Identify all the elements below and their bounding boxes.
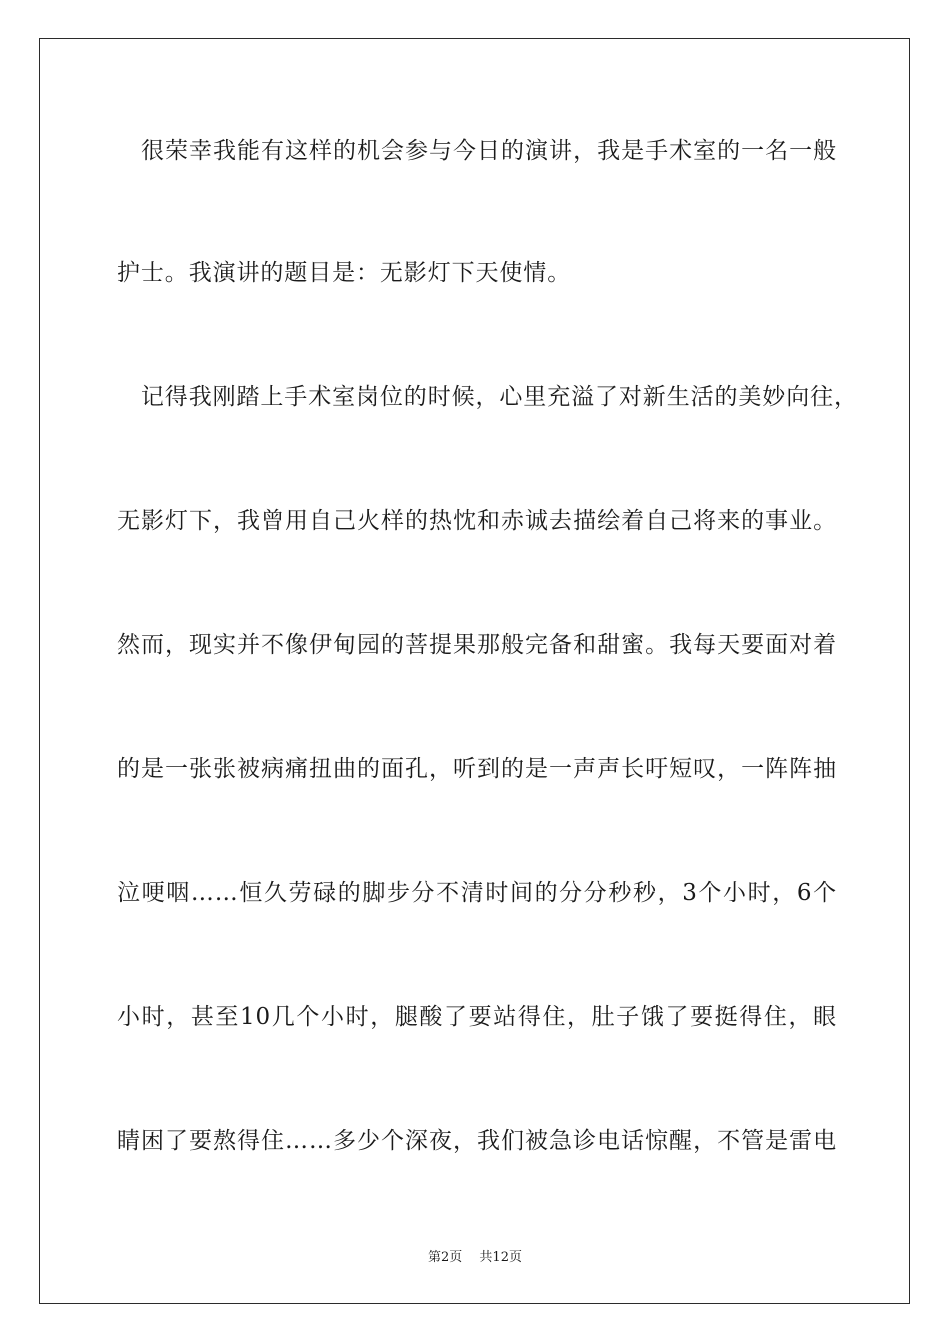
text-line-5: 然而，现实并不像伊甸园的菩提果那般完备和甜蜜。我每天要面对着 bbox=[117, 632, 837, 658]
text-line-2: 护士。我演讲的题目是：无影灯下天使情。 bbox=[117, 260, 572, 286]
text-line-1: 很荣幸我能有这样的机会参与今日的演讲，我是手术室的一名一般 bbox=[117, 138, 837, 164]
text-line-6: 的是一张张被病痛扭曲的面孔，听到的是一声声长吁短叹，一阵阵抽 bbox=[117, 756, 837, 782]
page-number-footer: 第2页 共12页 bbox=[428, 1250, 522, 1265]
text-line-3: 记得我刚踏上手术室岗位的时候，心里充溢了对新生活的美妙向往， bbox=[117, 384, 858, 410]
text-line-9: 睛困了要熬得住……多少个深夜，我们被急诊电话惊醒，不管是雷电 bbox=[117, 1128, 837, 1154]
text-line-7: 泣哽咽……恒久劳碌的脚步分不清时间的分分秒秒，3个小时，6个 bbox=[117, 880, 837, 906]
text-line-8: 小时，甚至10几个小时，腿酸了要站得住，肚子饿了要挺得住，眼 bbox=[117, 1004, 837, 1030]
text-line-4: 无影灯下，我曾用自己火样的热忱和赤诚去描绘着自己将来的事业。 bbox=[117, 508, 837, 534]
page-border bbox=[39, 38, 910, 1304]
